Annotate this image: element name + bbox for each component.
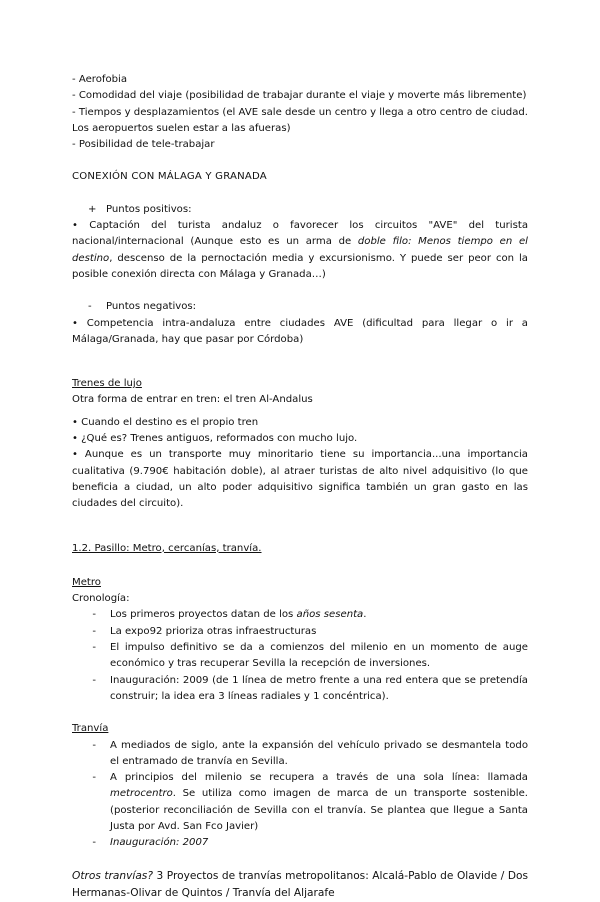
tranvia-inauguration: Inauguración: 2007: [110, 837, 209, 849]
tranvia-heading: Tranvía: [72, 723, 109, 735]
positive-points-label: Puntos positivos:: [106, 203, 192, 215]
positive-points-heading: [88, 202, 528, 218]
intro-item: - Comodidad del viaje (posibilidad de trabajar durante el viaje y moverte más libremente): [72, 90, 527, 102]
otros-tranvias-label: Otros tranvías?: [72, 869, 153, 882]
negative-points-heading: [88, 299, 528, 315]
emphasis-text: doble filo: Menos tiempo en el destino: [72, 236, 528, 264]
otros-tranvias-text: Otros tranvías? 3 Proyectos de tranvías metropolitanos: Alcalá-Pablo de Olavide / Dos Hermanas-Olivar de Quintos / Tranvía del Aljarafe: [72, 869, 528, 899]
emphasis-text: años sesenta: [296, 609, 364, 621]
document-page: [72, 72, 528, 902]
minus-marker: -: [88, 301, 92, 313]
intro-item: - Tiempos y desplazamientos (el AVE sale desde un centro y llega a otro centro de ciudad. Los aeropuertos suelen estar a las afueras): [72, 106, 528, 134]
emphasis-text: metrocentro: [110, 788, 173, 800]
trenes-bullet: • Aunque es un transporte muy minoritario tiene su importancia...una importancia cualitativa (9.790€ habitación doble), al atraer turistas de alto nivel adquisitivo (lo que beneficia a ciudad, un alto poder adquisitivo significa también un gran gasto en las ciudades del circuito).: [72, 449, 528, 510]
intro-item: - Aerofobia: [72, 74, 128, 85]
intro-item: - Posibilidad de tele-trabajar: [72, 139, 215, 151]
metro-item: - Inauguración: 2009 (de 1 línea de metro frente a una red entera que se pretendía construir; la idea era 3 líneas radiales y 1 concéntrica).: [92, 674, 528, 702]
metro-chronology-label: Cronología:: [72, 593, 130, 605]
trenes-bullet: • Cuando el destino es el propio tren: [72, 416, 259, 428]
negative-points-text: • Competencia intra-andaluza entre ciudades AVE (dificultad para llegar o ir a Málaga/Granada, hay que pasar por Córdoba): [72, 317, 528, 345]
metro-heading: Metro: [72, 576, 101, 588]
trenes-heading: Trenes de lujo: [72, 378, 142, 390]
plus-marker: +: [88, 203, 97, 215]
tranvia-item: - A principios del milenio se recupera a través de una sola línea: llamada metrocentro. Se utiliza como imagen de marca de un transporte sostenible. (posterior reconciliación de Sevilla con el tranvía. Se plantea que llegue a Santa Justa por Avd. San Fco Javier): [92, 772, 528, 832]
trenes-bullet: • ¿Qué es? Trenes antiguos, reformados con mucho lujo.: [72, 433, 358, 445]
section-1-2-heading: 1.2. Pasillo: Metro, cercanías, tranvía.: [72, 542, 262, 554]
conexion-heading: CONEXIÓN CON MÁLAGA Y GRANADA: [72, 171, 267, 183]
tranvia-item: - A mediados de siglo, ante la expansión del vehículo privado se desmantela todo el entramado de tranvía en Sevilla.: [92, 739, 528, 767]
metro-item: - Los primeros proyectos datan de los años sesenta.: [92, 609, 367, 621]
metro-item: - La expo92 prioriza otras infraestructuras: [92, 625, 317, 637]
positive-points-text: • Captación del turista andaluz o favorecer los circuitos "AVE" del turista nacional/internacional (Aunque esto es un arma de doble filo: Menos tiempo en el destino, descenso de la pernoctación media y excursionismo. Y puede ser peor con la posible conexión directa con Málaga y Granada…): [72, 220, 528, 280]
negative-points-label: Puntos negativos:: [106, 301, 197, 313]
tranvia-item: - Inauguración: 2007: [92, 837, 209, 849]
metro-item: - El impulso definitivo se da a comienzos del milenio en un momento de auge económico y tras recuperar Sevilla la recepción de inversiones.: [92, 642, 528, 670]
trenes-subtitle: Otra forma de entrar en tren: el tren Al-Andalus: [72, 394, 313, 406]
